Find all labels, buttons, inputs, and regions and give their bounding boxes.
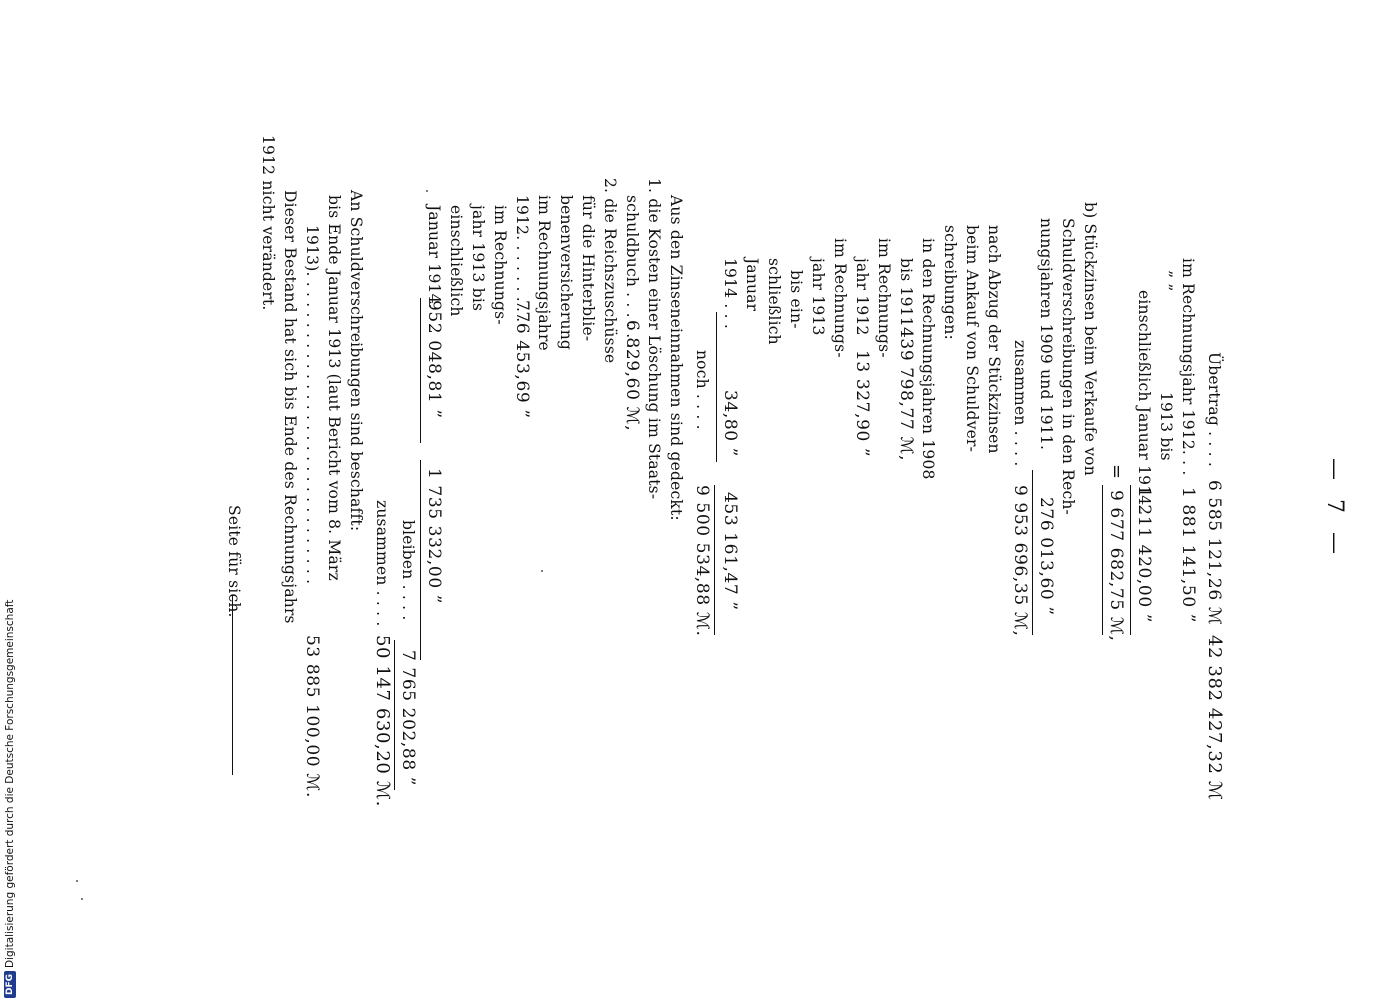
line-b2: Schuldverschreibungen in den Rech- — [1059, 218, 1077, 515]
value-jahr1912: 13 327,90 ” — [852, 350, 872, 458]
line-k2a: für die Hinterblie- — [579, 195, 597, 342]
line-r1913: 1913 bis — [1157, 392, 1175, 461]
value-zus2: 50 147 630,20 ℳ. — [372, 635, 393, 807]
line-b3: nungsjahren 1909 und 1911. — [1037, 218, 1055, 451]
value-k2d: 776 453,69 ” — [512, 300, 532, 419]
line-r1913b: einschließlich Januar 1914 — [1135, 290, 1153, 506]
line-k2f: jahr 1913 bis — [469, 205, 487, 312]
line-k2b: benenversicherung — [557, 195, 575, 351]
line-jahr1912: jahr 1912 — [853, 258, 871, 336]
value-b3: 276 013,60 ” — [1036, 497, 1056, 616]
rule-3 — [1032, 470, 1033, 635]
line-k2d: 1912. . . . . . . . . — [513, 195, 531, 323]
line-schliesslich: schließlich — [765, 258, 783, 345]
rule-9 — [232, 595, 233, 775]
value-zus: 9 953 696,35 ℳ, — [1010, 485, 1030, 637]
line-aus: Aus den Zinseneinnahmen sind gedeckt: — [667, 195, 685, 521]
line-noch: noch . . . . — [693, 350, 711, 430]
line-k2c: im Rechnungsjahre — [535, 195, 553, 351]
line-uebertrag: Übertrag . . . . — [1205, 352, 1223, 467]
line-januar: Januar — [743, 258, 761, 312]
line-eq: = — [1106, 464, 1127, 480]
line-zus2: zusammen . . . . — [373, 500, 391, 627]
rule-7 — [420, 460, 421, 660]
value-r1913b: 1 211 420,00 ” — [1134, 487, 1154, 624]
line-seite: Seite für sich. — [225, 505, 243, 618]
line-k1b: schuldbuch . . . . . . — [623, 195, 641, 349]
rule-1 — [1130, 485, 1131, 635]
line-ditto: ” ” — [1157, 270, 1175, 292]
speck — [426, 190, 428, 192]
value-k1b: 6 829,60 ℳ, — [622, 320, 642, 432]
line-k2: 2. die Reichszuschüsse — [601, 178, 619, 364]
rule-8 — [394, 640, 395, 790]
value-total-right: 42 382 427,32 ℳ — [1204, 635, 1225, 801]
value-y1914: 34,80 ” — [720, 390, 740, 457]
rule-5 — [714, 485, 715, 635]
line-an: An Schuldverschreibungen sind beschafft: — [347, 190, 365, 532]
line-rj1912: im Rechnungsjahr 1912. . . — [1179, 258, 1197, 476]
line-bisein: bis ein- — [787, 270, 805, 329]
rule-2 — [1102, 485, 1103, 635]
line-jahr1913: jahr 1913 — [809, 258, 827, 336]
line-k2h: Januar 1914. — [425, 205, 443, 309]
line-nicht: 1912 nicht verändert. — [259, 135, 277, 311]
line-bis1911: bis 1911 — [897, 258, 915, 327]
value-abzug: 453 161,47 ” — [720, 492, 740, 611]
speck — [76, 880, 78, 882]
dfg-logo: DFG — [4, 971, 16, 998]
line-dieser: Dieser Bestand hat sich bis Ende des Rechnungsjahrs — [281, 190, 299, 624]
value-eq: 9 677 682,75 ℳ, — [1106, 490, 1126, 642]
line-bleiben: bleiben . . . . — [399, 520, 417, 621]
footer-text: Digitalisierung gefördert durch die Deutsche Forschungsgemeinschaft — [4, 599, 16, 968]
line-bisEnde2: 1913). . . . . . . . . . . . . . . . . . . . . . . . . . . . . . . — [303, 225, 321, 585]
line-bisEnde: bis Ende Januar 1913 (laut Bericht vom 8. März — [325, 195, 343, 581]
value-bleiben: 7 765 202,88 ” — [398, 650, 418, 787]
value-sum2: 1 735 332,00 ” — [424, 468, 444, 605]
line-nach: nach Abzug der Stückzinsen — [985, 225, 1003, 454]
line-k2e: im Rechnungs- — [491, 205, 509, 325]
line-imRech2: im Rechnungs- — [831, 238, 849, 358]
line-beim: beim Ankauf von Schuldver- — [963, 225, 981, 453]
line-rj1908: in den Rechnungsjahren 1908 — [919, 238, 937, 480]
value-bisEnde2: 53 885 100,00 ℳ. — [302, 635, 322, 798]
line-schreib: schreibungen: — [941, 225, 959, 340]
page-number: — 7 — — [1322, 458, 1347, 560]
value-noch: 9 500 534,88 ℳ. — [692, 485, 712, 637]
rule-6 — [420, 298, 421, 443]
line-zus: zusammen . . . . — [1011, 340, 1029, 467]
value-rj1912: 1 881 141,50 ” — [1178, 487, 1198, 624]
line-b1: b) Stückzinsen beim Verkaufe von — [1081, 202, 1099, 476]
value-uebertrag: 6 585 121,26 ℳ — [1204, 480, 1224, 626]
line-k2g: einschließlich — [447, 205, 465, 317]
line-k1: 1. die Kosten einer Löschung im Staats- — [645, 178, 663, 500]
line-imRech: im Rechnungs- — [875, 238, 893, 358]
speck — [81, 898, 83, 900]
value-k2h: 952 048,81 ” — [424, 300, 444, 419]
line-y1914: 1914 . . . — [721, 258, 739, 330]
rule-4 — [716, 312, 717, 462]
value-bis1911: 439 798,77 ℳ, — [896, 327, 916, 462]
digitization-footer — [0, 0, 20, 1000]
speck — [541, 570, 543, 572]
